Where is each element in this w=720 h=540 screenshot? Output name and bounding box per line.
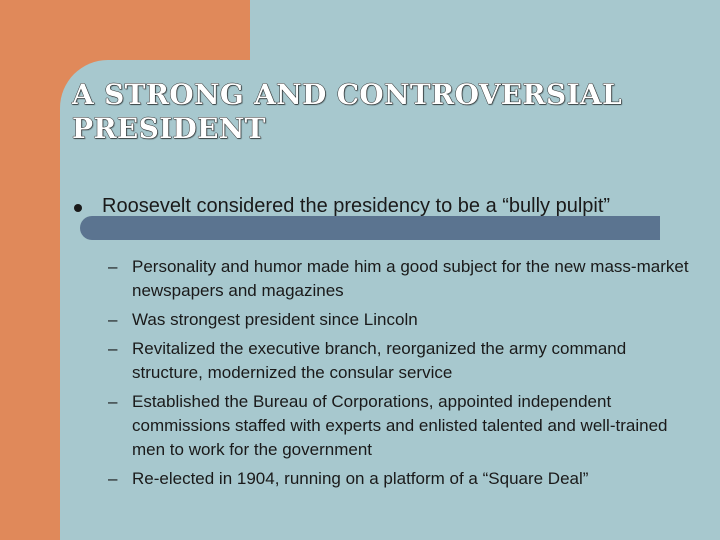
sub-bullet-item: [108, 390, 698, 462]
slide-title: A STRONG AND CONTROVERSIAL PRESIDENT: [72, 78, 622, 145]
sub-bullet-item: [108, 467, 698, 491]
sub-bullet-item: [108, 337, 698, 385]
bullet-dot-icon: [74, 204, 82, 212]
dash-icon: –: [108, 339, 118, 358]
main-bullet: [72, 194, 672, 219]
dash-icon: –: [108, 392, 118, 411]
sub-bullet-text: Re-elected in 1904, running on a platform of a “Square Deal”: [132, 469, 589, 488]
dash-icon: –: [108, 469, 118, 488]
main-bullet-text: Roosevelt considered the presidency to be a “bully pulpit”: [102, 195, 611, 217]
dash-icon: –: [108, 257, 118, 276]
dash-icon: –: [108, 310, 118, 329]
sub-bullet-text: Established the Bureau of Corporations, appointed independent commissions staffed with experts and enlisted talented and well-trained men to work for the government: [132, 392, 668, 459]
sub-bullet-item: [108, 255, 698, 303]
sub-bullet-item: [108, 308, 698, 332]
sub-bullet-text: Revitalized the executive branch, reorganized the army command structure, modernized the consular service: [132, 339, 627, 382]
sub-bullet-list: [108, 255, 698, 496]
sub-bullet-text: Was strongest president since Lincoln: [132, 310, 418, 329]
title-underline-bar: [80, 216, 660, 240]
sub-bullet-text: Personality and humor made him a good subject for the new mass-market newspapers and magazines: [132, 257, 689, 300]
